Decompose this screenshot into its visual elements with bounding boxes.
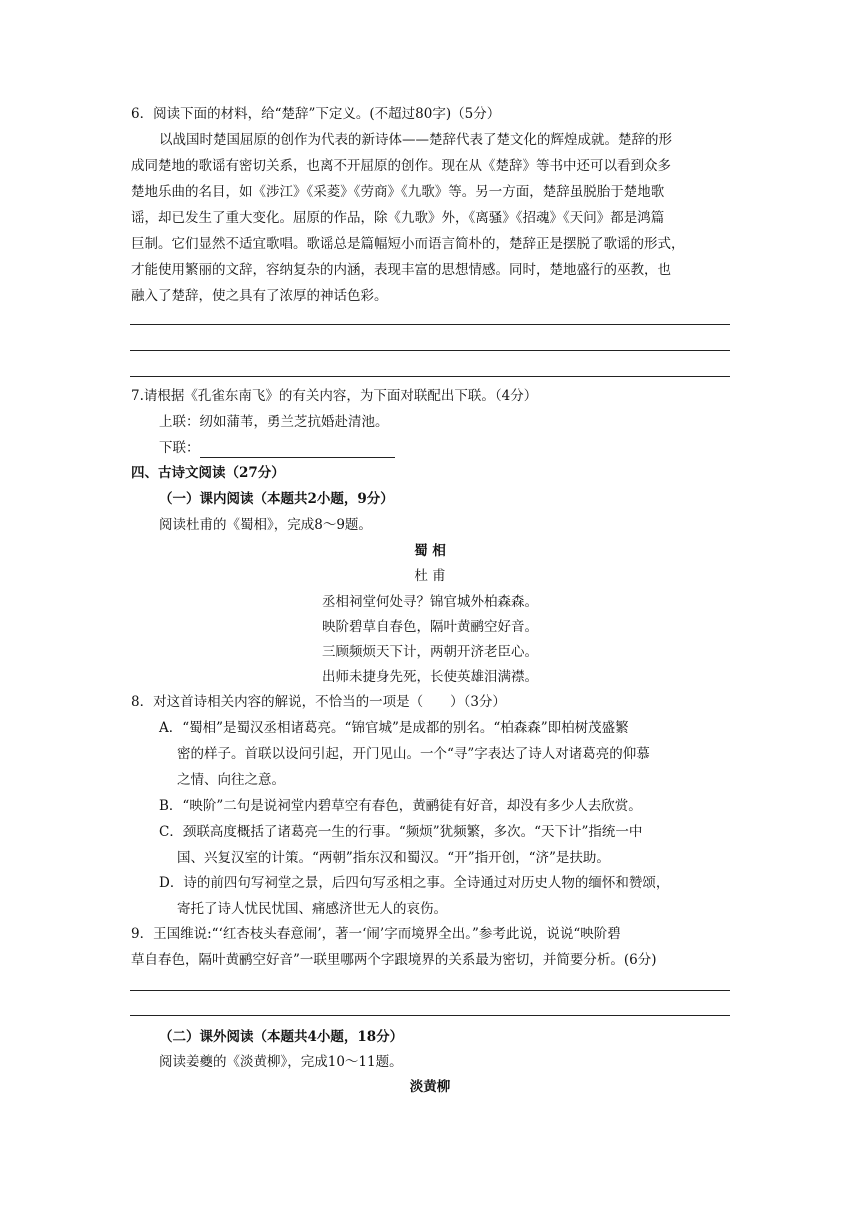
q6-passage-line: 融入了楚辞，使之具有了浓厚的神话色彩。 — [131, 288, 388, 304]
q8-option-c-cont: 国、兴复汉室的计策。“两朝”指东汉和蜀汉。“开”指开创，“济”是扶助。 — [177, 850, 610, 866]
q6-prompt: 6．阅读下面的材料，给“楚辞”下定义。(不超过80字)（5分） — [131, 106, 501, 122]
part1-intro: 阅读杜甫的《蜀相》，完成8～9题。 — [159, 517, 372, 533]
q6-passage-line: 楚地乐曲的名目，如《涉江》《采菱》《劳商》《九歌》等。另一方面，楚辞虽脱胎于楚地歌 — [131, 184, 665, 200]
q8-option-a-cont: 密的样子。首联以设问引起，开门见山。一个“寻”字表达了诗人对诸葛亮的仰慕 — [177, 746, 650, 762]
part2-intro: 阅读姜夔的《淡黄柳》，完成10～11题。 — [159, 1054, 403, 1070]
q8-option-c: C．颈联高度概括了诸葛亮一生的行事。“频烦”犹频繁，多次。“天下计”指统一中 — [159, 824, 643, 840]
q7-lower-couplet — [159, 438, 395, 458]
poem-line: 丞相祠堂何处寻？锦官城外柏森森。 — [322, 594, 538, 610]
q7-prompt: 7.请根据《孔雀东南飞》的有关内容，为下面对联配出下联。（4分） — [131, 388, 538, 404]
q8-option-a: A．“蜀相”是蜀汉丞相诸葛亮。“锦官城”是成都的别名。“柏森森”即柏树茂盛繁 — [159, 720, 629, 736]
q6-passage-line: 谣，却已发生了重大变化。屈原的作品，除《九歌》外，《离骚》《招魂》《天问》都是鸿篇 — [131, 210, 665, 226]
part1-heading: （一）课内阅读（本题共2小题，9分） — [159, 491, 394, 507]
poem-title: 蜀 相 — [414, 543, 446, 559]
q9-prompt-cont: 草自春色，隔叶黄鹂空好音”一联里哪两个字跟境界的关系最为密切，并简要分析。(6分) — [131, 952, 657, 968]
poem-author: 杜 甫 — [414, 568, 446, 584]
q7-upper-couplet: 上联：纫如蒲苇，勇兰芝抗婚赴清池。 — [159, 414, 389, 430]
q8-option-a-cont: 之情、向往之意。 — [177, 772, 285, 788]
q9-prompt: 9．王国维说:“‘红杏枝头春意闹’，著一‘闹’字而境界全出。”参考此说，说说“映阶碧 — [131, 926, 621, 942]
q8-option-d-cont: 寄托了诗人忧民忧国、痛感济世无人的哀伤。 — [177, 901, 447, 917]
poem-line: 出师未捷身先死，长使英雄泪满襟。 — [322, 669, 538, 685]
answer-line[interactable] — [130, 350, 730, 351]
q7-lower-label: 下联： — [159, 440, 200, 456]
section-heading: 四、古诗文阅读（27分） — [131, 465, 285, 481]
q8-prompt: 8．对这首诗相关内容的解说，不恰当的一项是（ ）（3分） — [131, 694, 506, 710]
poem-line: 三顾频烦天下计，两朝开济老臣心。 — [322, 644, 538, 660]
q8-option-b: B．“映阶”二句是说祠堂内碧草空有春色，黄鹂徒有好音，却没有多少人去欣赏。 — [159, 798, 642, 814]
q6-passage-line: 才能使用繁丽的文辞，容纳复杂的内涵，表现丰富的思想情感。同时，楚地盛行的巫教，也 — [131, 262, 671, 278]
part2-poem-title: 淡黄柳 — [409, 1079, 451, 1095]
q6-passage-line: 巨制。它们显然不适宜歌唱。歌谣总是篇幅短小而语言简朴的，楚辞正是摆脱了歌谣的形式， — [131, 236, 685, 252]
q7-lower-blank[interactable] — [200, 442, 395, 458]
q6-passage-line: 以战国时楚国屈原的创作为代表的新诗体——楚辞代表了楚文化的辉煌成就。楚辞的形 — [159, 132, 672, 148]
q8-option-d: D．诗的前四句写祠堂之景，后四句写丞相之事。全诗通过对历史人物的缅怀和赞颂， — [159, 875, 670, 891]
answer-line[interactable] — [130, 990, 730, 991]
poem-line: 映阶碧草自春色，隔叶黄鹂空好音。 — [322, 619, 538, 635]
answer-line[interactable] — [130, 376, 730, 377]
part2-heading: （二）课外阅读（本题共4小题，18分） — [159, 1029, 404, 1045]
q6-passage-line: 成同楚地的歌谣有密切关系，也离不开屈原的创作。现在从《楚辞》等书中还可以看到众多 — [131, 158, 671, 174]
answer-line[interactable] — [130, 1015, 730, 1016]
answer-line[interactable] — [130, 324, 730, 325]
